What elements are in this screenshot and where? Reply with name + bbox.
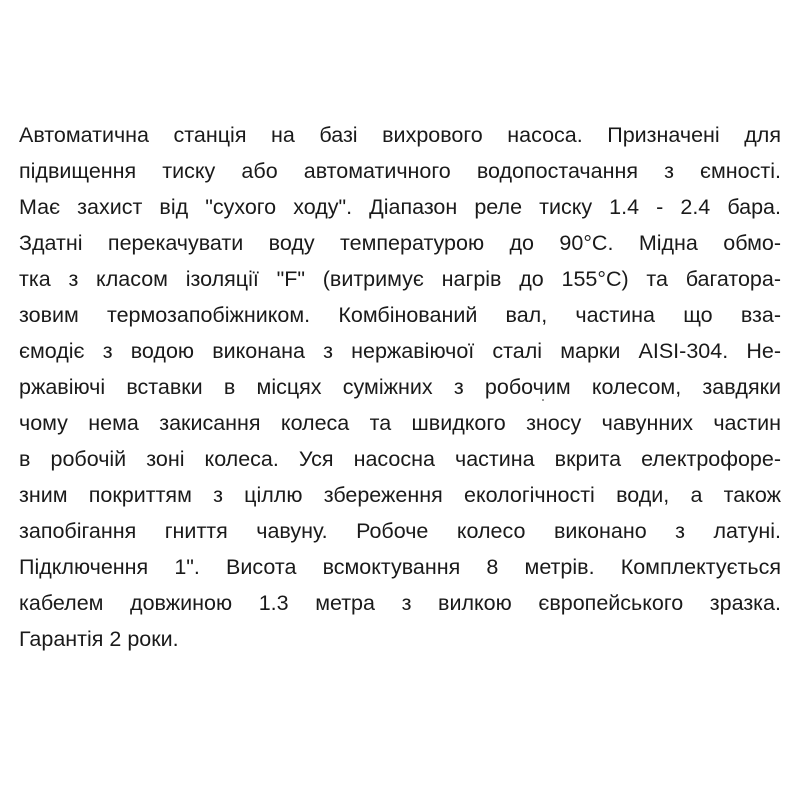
text-line-10: в робочій зоні колеса. Уся насосна частина вкрита електрофоре- [19,447,781,471]
text-line-6: зовим термозапобіжником. Комбінований вал, частина що вза- [19,303,781,327]
text-line-9: чому нема закисання колеса та швидкого зносу чавунних частин [19,411,781,435]
text-line-7: ємодіє з водою виконана з нержавіючої сталі марки AISI-304. Не- [19,339,781,363]
text-line-8: ржавіючі вставки в місцях суміжних з робочим колесом, завдяки [19,375,781,399]
text-line-1: Автоматична станція на базі вихрового насоса. Призначені для [19,123,781,147]
text-line-15: Гарантія 2 роки. [19,627,179,651]
stray-dot [542,399,544,401]
text-line-14: кабелем довжиною 1.3 метра з вилкою європейського зразка. [19,591,781,615]
text-line-12: запобігання гниття чавуну. Робоче колесо виконано з латуні. [19,519,781,543]
text-line-13: Підключення 1". Висота всмоктування 8 метрів. Комплектується [19,555,781,579]
text-line-4: Здатні перекачувати воду температурою до 90°C. Мідна обмо- [19,231,781,255]
text-line-11: зним покриттям з ціллю збереження екологічності води, а також [19,483,781,507]
text-line-2: підвищення тиску або автоматичного водопостачання з ємності. [19,159,781,183]
text-line-5: тка з класом ізоляції "F" (витримує нагрів до 155°C) та багатора- [19,267,781,291]
text-line-3: Має захист від "сухого ходу". Діапазон реле тиску 1.4 - 2.4 бара. [19,195,781,219]
